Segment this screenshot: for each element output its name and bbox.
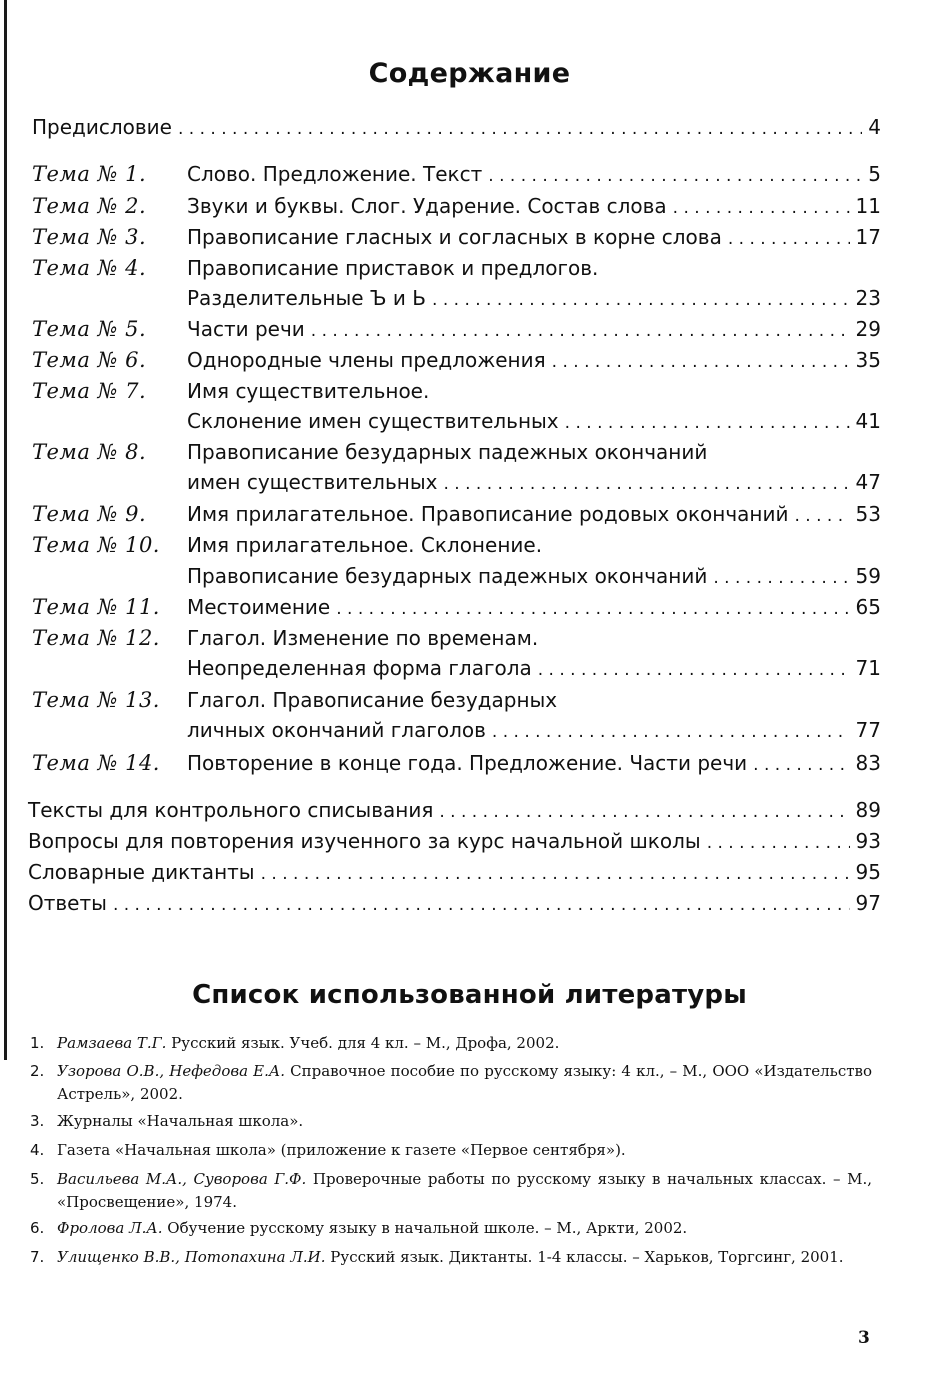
topic-number: Тема № 13.: [32, 688, 160, 712]
topic-title: Имя прилагательное. Склонение.: [187, 533, 543, 557]
toc-entry-appendix[interactable]: [28, 891, 881, 917]
topic-title: Имя существительное.: [187, 379, 430, 403]
toc-entry-topic-line: [187, 256, 598, 280]
dot-leader: [178, 117, 862, 141]
toc-entry-topic[interactable]: [187, 162, 881, 188]
toc-entry-topic[interactable]: [187, 718, 881, 744]
toc-entry-appendix[interactable]: [28, 829, 881, 855]
reference-number: 1.: [30, 1034, 45, 1052]
toc-entry-page: 59: [855, 564, 881, 588]
reference-authors: Васильева М.А., Суворова Г.Ф.: [57, 1170, 307, 1188]
toc-entry-page: 29: [855, 317, 881, 341]
dot-leader: [432, 288, 850, 312]
reference-number: 2.: [30, 1062, 45, 1080]
topic-number: Тема № 9.: [32, 502, 147, 526]
toc-entry-page: 89: [855, 798, 881, 822]
dot-leader: [443, 472, 849, 496]
dot-leader: [336, 597, 849, 621]
dot-leader: [794, 504, 849, 528]
toc-entry-topic[interactable]: [187, 409, 881, 435]
dot-leader: [552, 350, 850, 374]
toc-title: Содержание: [368, 58, 571, 89]
toc-entry-page: 53: [855, 502, 881, 526]
toc-entry-page: 97: [855, 891, 881, 915]
topic-title: Глагол. Правописание безударных: [187, 688, 558, 712]
toc-entry-topic-line: [187, 379, 429, 403]
dot-leader: [261, 862, 850, 886]
topic-number: Тема № 2.: [32, 194, 147, 218]
reference-text: [57, 1110, 872, 1133]
toc-entry-page: 5: [868, 162, 881, 186]
topic-title: Повторение в конце года. Предложение. Части речи: [187, 751, 748, 775]
toc-entry-topic[interactable]: [187, 502, 881, 528]
reference-authors: Рамзаева Т.Г.: [57, 1034, 167, 1052]
topic-title: Разделительные Ъ и Ь: [187, 286, 427, 310]
toc-entry-appendix[interactable]: [28, 860, 881, 886]
dot-leader: [728, 227, 850, 251]
toc-entry-page: 11: [855, 194, 881, 218]
toc-entry-page: 47: [855, 470, 881, 494]
topic-number: Тема № 14.: [32, 751, 160, 775]
topic-number: Тема № 10.: [32, 533, 160, 557]
dot-leader: [538, 658, 850, 682]
toc-entry-page: 41: [855, 409, 881, 433]
topic-number: Тема № 11.: [32, 595, 160, 619]
reference-text: [57, 1217, 872, 1240]
dot-leader: [565, 411, 850, 435]
toc-entry-page: 83: [855, 751, 881, 775]
topic-number: Тема № 3.: [32, 225, 147, 249]
toc-entry-page: 4: [868, 115, 881, 139]
literature-title: Список использованной литературы: [192, 980, 747, 1010]
toc-entry-label: Ответы: [28, 891, 107, 915]
dot-leader: [673, 196, 850, 220]
toc-entry-page: 65: [855, 595, 881, 619]
dot-leader: [753, 753, 849, 777]
topic-title: Слово. Предложение. Текст: [187, 162, 483, 186]
reference-authors: Узорова О.В., Нефедова Е.А.: [57, 1062, 285, 1080]
toc-entry-label: Тексты для контрольного списывания: [28, 798, 434, 822]
reference-text: [57, 1060, 872, 1106]
topic-title: имен существительных: [187, 470, 438, 494]
toc-entry-page: 17: [855, 225, 881, 249]
toc-entry-page: 93: [855, 829, 881, 853]
toc-entry-page: 77: [855, 718, 881, 742]
toc-entry-label: Словарные диктанты: [28, 860, 255, 884]
reference-text: [57, 1032, 872, 1055]
dot-leader: [113, 893, 850, 917]
topic-title: Глагол. Изменение по временам.: [187, 626, 539, 650]
reference-description: Русский язык. Диктанты. 1-4 классы. – Харьков, Торгсинг, 2001.: [325, 1248, 844, 1266]
topic-number: Тема № 5.: [32, 317, 147, 341]
toc-entry-topic[interactable]: [187, 751, 881, 777]
toc-entry-topic[interactable]: [187, 470, 881, 496]
toc-entry-page: 35: [855, 348, 881, 372]
topic-title: Правописание приставок и предлогов.: [187, 256, 599, 280]
toc-entry-preface[interactable]: [32, 115, 881, 141]
reference-number: 4.: [30, 1141, 45, 1159]
toc-entry-topic[interactable]: [187, 225, 881, 251]
reference-number: 7.: [30, 1248, 45, 1266]
reference-number: 3.: [30, 1112, 45, 1130]
topic-title: Имя прилагательное. Правописание родовых окончаний: [187, 502, 789, 526]
dot-leader: [707, 831, 850, 855]
topic-title: Местоимение: [187, 595, 331, 619]
topic-number: Тема № 4.: [32, 256, 147, 280]
toc-entry-topic-line: [187, 533, 542, 557]
reference-text: [57, 1168, 872, 1214]
toc-entry-label: Предисловие: [32, 115, 172, 139]
topic-title: Звуки и буквы. Слог. Ударение. Состав слова: [187, 194, 667, 218]
toc-entry-topic[interactable]: [187, 656, 881, 682]
reference-description: Газета «Начальная школа» (приложение к газете «Первое сентября»).: [57, 1141, 626, 1159]
dot-leader: [713, 566, 849, 590]
reference-number: 6.: [30, 1219, 45, 1237]
toc-entry-topic[interactable]: [187, 595, 881, 621]
reference-text: [57, 1139, 872, 1162]
dot-leader: [311, 319, 850, 343]
topic-title: личных окончаний глаголов: [187, 718, 486, 742]
topic-title: Части речи: [187, 317, 305, 341]
toc-entry-page: 95: [855, 860, 881, 884]
topic-title: Склонение имен существительных: [187, 409, 559, 433]
reference-description: Журналы «Начальная школа».: [57, 1112, 304, 1130]
topic-number: Тема № 12.: [32, 626, 160, 650]
topic-title: Правописание гласных и согласных в корне слова: [187, 225, 722, 249]
topic-number: Тема № 6.: [32, 348, 147, 372]
topic-title: Однородные члены предложения: [187, 348, 546, 372]
toc-entry-topic-line: [187, 440, 707, 464]
toc-entry-topic-line: [187, 688, 557, 712]
toc-entry-topic[interactable]: [187, 286, 881, 312]
toc-entry-label: Вопросы для повторения изученного за курс начальной школы: [28, 829, 701, 853]
toc-entry-page: 71: [855, 656, 881, 680]
topic-number: Тема № 7.: [32, 379, 147, 403]
reference-description: Русский язык. Учеб. для 4 кл. – М., Дрофа, 2002.: [166, 1034, 560, 1052]
reference-number: 5.: [30, 1170, 45, 1188]
topic-title: Правописание безударных падежных окончаний: [187, 440, 708, 464]
toc-entry-topic[interactable]: [187, 348, 881, 374]
toc-entry-topic-line: [187, 626, 538, 650]
reference-text: [57, 1246, 872, 1269]
toc-entry-page: 23: [855, 286, 881, 310]
toc-entry-topic[interactable]: [187, 317, 881, 343]
toc-entry-topic[interactable]: [187, 194, 881, 220]
reference-authors: Улищенко В.В., Потопахина Л.И.: [57, 1248, 326, 1266]
toc-entry-topic[interactable]: [187, 564, 881, 590]
topic-title: Правописание безударных падежных окончаний: [187, 564, 708, 588]
page-number: 3: [858, 1328, 870, 1348]
topic-number: Тема № 1.: [32, 162, 147, 186]
topic-number: Тема № 8.: [32, 440, 147, 464]
reference-description: Обучение русскому языку в начальной школе. – М., Аркти, 2002.: [162, 1219, 688, 1237]
reference-authors: Фролова Л.А.: [57, 1219, 163, 1237]
reference-description: Справочное пособие по русскому языку: 4 кл., – М., ООО «Издательство Астрель», 2002.: [57, 1062, 872, 1103]
toc-entry-appendix[interactable]: [28, 798, 881, 824]
dot-leader: [492, 720, 850, 744]
dot-leader: [488, 164, 862, 188]
reference-description: Проверочные работы по русскому языку в начальных классах. – М., «Просвещение», 1974.: [57, 1170, 872, 1211]
topic-title: Неопределенная форма глагола: [187, 656, 532, 680]
scan-edge-line: [4, 0, 7, 1060]
dot-leader: [439, 800, 849, 824]
